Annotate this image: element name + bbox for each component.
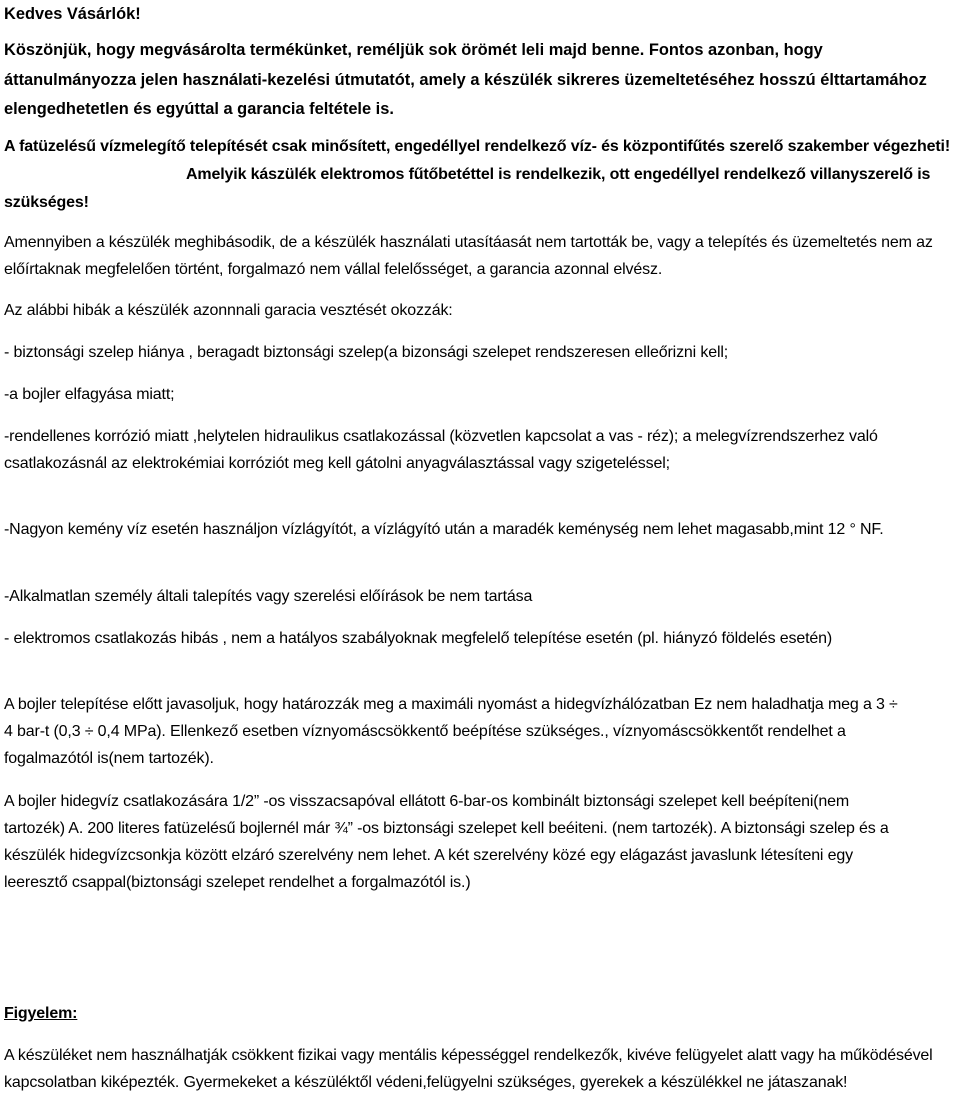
fault-item: -Alkalmatlan személy általi talepítés vagy szerelési előírások be nem tartása <box>4 588 533 605</box>
fault-item: -rendellenes korrózió miatt ,helytelen hidraulikus csatlakozással (közvetlen kapcsolat a vas - réz); a melegvízrendszerhez való csatlakozásnál az elektrokémiai korróziót meg kell gátolni anyagválasztással vagy szigeteléssel; <box>4 428 878 472</box>
greeting-heading: Kedves Vásárlók! <box>4 5 141 23</box>
valve-paragraph: A bojler hidegvíz csatlakozására 1/2” -os visszacsapóval ellátott 6-bar-os kombinált biztonsági szelepet kell beépíteni(nem tartozék) A. 200 literes fatüzelésű bojlernél már ¾” -os biztonsági szelepet kell beéiteni. (nem tartozék). A biztonsági szelep és a készülék hidegvízcsonkja között elzáró szerelvény nem lehet. A két szerelvény közé egy elágazást javaslunk létesíteni egy leeresztő csappal(biztonsági szelepet rendelhet a forgalmazótól is.) <box>4 793 889 891</box>
electric-warning: Amelyik kászülék elektromos fűtőbetéttel is rendelkezik, ott engedéllyel rendelkező villanyszerelő is szükséges! <box>4 166 931 211</box>
fault-item: - elektromos csatlakozás hibás , nem a hatályos szabályoknak megfelelő telepítése esetén (pl. hiányzó földelés esetén) <box>4 630 833 647</box>
fault-item: -Nagyon kemény víz esetén használjon vízlágyítót, a vízlágyító után a maradék keménység nem lehet magasabb,mint 12 ° NF. <box>4 521 884 538</box>
intro-paragraph: Köszönjük, hogy megvásárolta termékünket, reméljük sok örömét leli majd benne. Fontos azonban, hogy áttanulmányozza jelen használati-kezelési útmutatót, amely a készülék sikreres üzemeltetéséhez hosszú élttartamához elengedhetetlen és egyúttal a garancia feltétele is. <box>4 41 927 118</box>
install-warning: A fatüzelésű vízmelegítő telepítését csak minősített, engedéllyel rendelkező víz- és központifűtés szerelő szakember végezheti! <box>4 138 950 155</box>
pressure-paragraph: A bojler telepítése előtt javasoljuk, hogy határozzák meg a maximáli nyomást a hidegvízhálózatban Ez nem haladhatja meg a 3 ÷ 4 bar-t (0,3 ÷ 0,4 MPa). Ellenkező esetben víznyomáscsökkentő beépítése szükséges., víznyomáscsökkentőt rendelhet a fogalmazótól is(nem tartozék). <box>4 696 898 767</box>
attention-paragraph: A készüléket nem használhatják csökkent fizikai vagy mentális képességgel rendelkezők, kivéve felügyelet alatt vagy ha működésével kapcsolatban kiképezték. Gyermekeket a készüléktől védeni,felügyelni szükséges, gyerekek a készülékkel ne játaszanak! <box>4 1047 933 1091</box>
fault-item: - biztonsági szelep hiánya , beragadt biztonsági szelep(a bizonsági szelepet rendszeresen elleőrizni kell; <box>4 344 729 361</box>
attention-heading: Figyelem: <box>4 1005 78 1022</box>
fault-item: -a bojler elfagyása miatt; <box>4 386 175 403</box>
faults-intro: Az alábbi hibák a készülék azonnnali garacia vesztését okozzák: <box>4 302 453 319</box>
liability-paragraph: Amennyiben a készülék meghibásodik, de a készülék használati utasítáasát nem tartották be, vagy a telepítés és üzemeltetés nem az előírtaknak megfelelően történt, forgalmazó nem vállal felelősséget, a garancia azonnal elvész. <box>4 234 933 278</box>
